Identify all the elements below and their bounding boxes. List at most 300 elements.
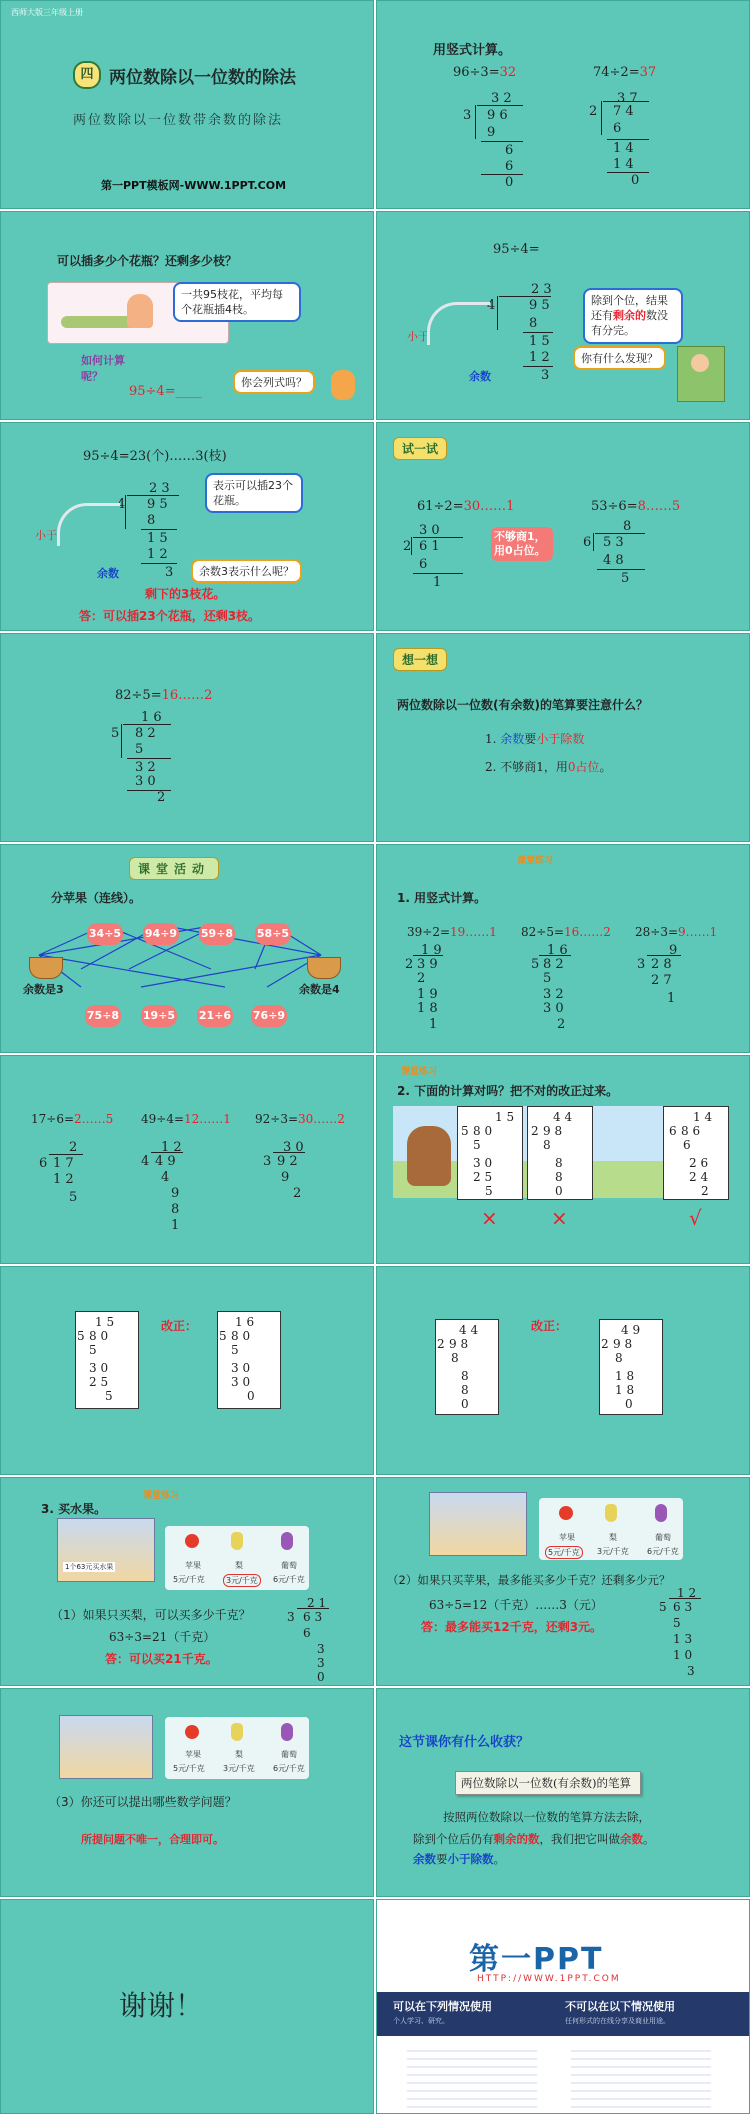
remainder: 0 <box>505 175 514 190</box>
answer-text: 答：可以插23个花瓶，还剩3枝。 <box>79 609 261 623</box>
slide-buy-fruit-2 <box>376 1477 750 1686</box>
apple-icon <box>559 1506 573 1520</box>
point-1: 1. 余数要小于除数 <box>485 732 585 746</box>
heading: 1. 用竖式计算。 <box>397 891 487 905</box>
rule <box>523 366 553 367</box>
fruit-price: 6元/千克 <box>647 1547 679 1556</box>
bracket-line <box>273 1152 305 1153</box>
quotient: 1 5 <box>95 1315 115 1329</box>
remainder: 0 <box>247 1389 255 1403</box>
basket-left-label: 余数是3 <box>23 983 64 996</box>
slide-title <box>0 0 374 209</box>
summary-line-2: 除到个位后仍有剩余的数，我们把它叫做余数。 <box>413 1832 655 1846</box>
step: 8 <box>543 1138 551 1152</box>
divisor: 5 <box>461 1124 469 1138</box>
bracket-side <box>593 533 594 551</box>
equation-2: 82÷5=16……2 <box>521 925 611 939</box>
fruit-name: 梨 <box>235 1750 243 1759</box>
step: 8 <box>615 1351 623 1365</box>
remainder-label: 余数 <box>469 370 491 383</box>
credits-links-left <box>407 2044 537 2108</box>
dividend: 1 7 <box>53 1156 74 1171</box>
step: 8 <box>461 1383 469 1397</box>
step: 1 8 <box>615 1383 635 1397</box>
quotient: 2 3 <box>531 282 552 297</box>
bracket-line <box>297 1608 329 1609</box>
bracket-line <box>127 495 179 496</box>
rule <box>127 758 171 759</box>
fruit-price: 6元/千克 <box>273 1764 305 1773</box>
equation: 95÷4=23(个)……3(枝) <box>83 449 227 464</box>
slide-thanks <box>0 1899 374 2114</box>
bracket-line <box>669 1598 701 1599</box>
apple-top-1[interactable]: 34÷5 <box>87 923 123 945</box>
remainder: 5 <box>69 1190 78 1205</box>
divisor: 2 <box>405 957 414 972</box>
section-tag: 试一试 <box>393 437 447 460</box>
quotient: 1 4 <box>693 1110 713 1124</box>
remainder: 0 <box>317 1670 325 1684</box>
can-use-note: 个人学习、研究。 <box>393 2017 449 2025</box>
step: 8 <box>451 1351 459 1365</box>
step: 3 <box>317 1656 325 1670</box>
quotient: 4 9 <box>621 1323 641 1337</box>
slide-summary <box>376 1688 750 1897</box>
dividend: 7 4 <box>613 104 634 119</box>
bracket-side <box>497 296 498 330</box>
bracket-line <box>603 101 649 102</box>
bracket-side <box>475 105 476 139</box>
dividend: 4 9 <box>155 1154 176 1169</box>
quotient: 3 7 <box>617 91 638 106</box>
divisor: 2 <box>601 1337 609 1351</box>
fruit-price: 3元/千克 <box>597 1547 629 1556</box>
step: 5 <box>673 1616 681 1630</box>
equation-2: 74÷2=37 <box>593 65 657 80</box>
apple-bottom-3[interactable]: 21÷6 <box>197 1005 233 1027</box>
step: 2 5 <box>473 1170 493 1184</box>
arrow-icon <box>57 503 120 546</box>
divisor: 4 <box>117 497 126 512</box>
shop-scene <box>57 1518 155 1582</box>
remainder: 5 <box>621 571 630 586</box>
apple-top-4[interactable]: 58÷5 <box>255 923 291 945</box>
problem-bubble: 一共95枝花，平均每个花瓶插4枝。 <box>173 282 301 322</box>
fruit-name: 葡萄 <box>281 1561 297 1570</box>
question: （1）如果只买梨，可以买多少千克？ <box>51 1608 251 1622</box>
bracket-line <box>413 537 463 538</box>
step: 3 0 <box>89 1361 109 1375</box>
step: 2 <box>417 971 426 986</box>
apple-icon <box>185 1725 199 1739</box>
step: 3 0 <box>473 1156 493 1170</box>
equation-1: 17÷6=2……5 <box>31 1112 114 1126</box>
dividend: 8 0 <box>89 1329 109 1343</box>
bracket-line <box>413 955 443 956</box>
bracket-line <box>123 724 171 725</box>
step: 6 <box>613 121 622 136</box>
dividend: 9 2 <box>277 1154 298 1169</box>
remainder: 0 <box>555 1184 563 1198</box>
step: 1 0 <box>673 1648 693 1662</box>
grape-icon <box>281 1723 293 1741</box>
less-than-label: 小于 <box>35 529 57 542</box>
bracket-line <box>49 1154 83 1155</box>
step: 8 <box>529 316 538 331</box>
divisor: 5 <box>659 1600 667 1614</box>
remainder: 2 <box>293 1186 302 1201</box>
quotient: 4 4 <box>459 1323 479 1337</box>
dividend: 3 9 <box>417 957 438 972</box>
summary-box-text: 两位数除以一位数(有余数)的笔算 <box>461 1776 631 1790</box>
step: 1 2 <box>53 1172 74 1187</box>
step: 6 <box>505 159 514 174</box>
divisor: 5 <box>77 1329 85 1343</box>
fruit-price: 5元/千克 <box>173 1764 205 1773</box>
slide-try <box>376 422 750 631</box>
quotient: 2 1 <box>307 1596 327 1610</box>
quotient: 1 5 <box>495 1110 515 1124</box>
pear-icon <box>605 1504 617 1522</box>
lesson-subtitle: 两位数除以一位数带余数的除法 <box>73 113 284 128</box>
quotient: 2 3 <box>149 481 170 496</box>
apple-bottom-2[interactable]: 19÷5 <box>141 1005 177 1027</box>
can-use-title: 可以在下列情况使用 <box>393 2000 492 2013</box>
divisor: 5 <box>219 1329 227 1343</box>
fruit-name: 苹果 <box>185 1750 201 1759</box>
dividend: 9 8 <box>449 1337 469 1351</box>
remainder: 0 <box>631 173 640 188</box>
dividend: 6 3 <box>303 1610 323 1624</box>
step: 9 <box>487 125 496 140</box>
remainder: 0 <box>461 1397 469 1411</box>
step: 8 <box>461 1369 469 1383</box>
apple-icon <box>185 1534 199 1548</box>
quotient: 3 2 <box>491 91 512 106</box>
meaning-bubble: 表示可以插23个花瓶。 <box>205 473 303 513</box>
section-tag: 课堂活动 <box>129 857 219 880</box>
fruit-name: 苹果 <box>559 1533 575 1542</box>
slide-apple-matching <box>0 844 374 1053</box>
step: 3 2 <box>135 760 156 775</box>
correction-label: 改正： <box>531 1319 568 1333</box>
credits-url: HTTP://WWW.1PPT.COM <box>477 1974 621 1984</box>
dividend: 8 0 <box>473 1124 493 1138</box>
heading: 这节课你有什么收获？ <box>399 1735 530 1750</box>
divisor: 6 <box>669 1124 677 1138</box>
step: 1 3 <box>673 1632 693 1646</box>
slide-vertical-calc <box>376 0 750 209</box>
divisor: 3 <box>463 108 472 123</box>
section-badge: 四 <box>73 61 101 89</box>
divisor: 2 <box>531 1124 539 1138</box>
remainder: 1 <box>667 991 676 1006</box>
bracket-line <box>499 296 551 297</box>
divisor: 4 <box>487 298 496 313</box>
fruit-name: 葡萄 <box>655 1533 671 1542</box>
quotient: 9 <box>669 943 678 958</box>
bracket-line <box>477 105 523 106</box>
dividend: 8 6 <box>681 1124 701 1138</box>
rule <box>597 569 645 570</box>
divisor: 6 <box>583 535 592 550</box>
series-header: 西师大版三年级上册 <box>11 8 83 17</box>
ask-bubble: 你会列式吗？ <box>233 370 315 394</box>
divisor: 2 <box>403 539 412 554</box>
mark-1: × <box>481 1206 498 1230</box>
step: 2 6 <box>689 1156 709 1170</box>
quotient: 3 0 <box>283 1140 304 1155</box>
step: 4 <box>161 1170 170 1185</box>
lesson-title: 两位数除以一位数的除法 <box>109 68 296 88</box>
hint-text: 如何计算呢？ <box>81 354 125 383</box>
remainder: 5 <box>485 1184 493 1198</box>
match-line <box>39 955 225 987</box>
step: 8 <box>171 1202 180 1217</box>
equation-3: 92÷3=30……2 <box>255 1112 345 1126</box>
bracket-side <box>601 101 602 135</box>
pear-icon <box>231 1723 243 1741</box>
mark-2: × <box>551 1206 568 1230</box>
remainder: 2 <box>557 1017 566 1032</box>
divisor: 3 <box>263 1154 272 1169</box>
basket-left-icon <box>29 957 63 979</box>
thanks-text: 谢谢！ <box>119 1989 204 2022</box>
step: 1 2 <box>147 547 168 562</box>
step: 5 <box>473 1138 481 1152</box>
quotient: 3 0 <box>419 523 440 538</box>
heading: 用竖式计算。 <box>433 43 512 58</box>
equation-1: 96÷3=32 <box>453 65 517 80</box>
step: 9 <box>281 1170 290 1185</box>
step: 5 <box>543 971 552 986</box>
dividend: 8 2 <box>135 726 156 741</box>
apple-top-2[interactable]: 94÷9 <box>143 923 179 945</box>
remainder: 3 <box>541 368 550 383</box>
quotient: 1 2 <box>161 1140 182 1155</box>
bracket-side <box>121 724 122 758</box>
quotient: 8 <box>623 519 632 534</box>
section-tag: 课堂练习 <box>517 856 554 866</box>
quotient: 1 6 <box>141 710 162 725</box>
remainder: 2 <box>701 1184 709 1198</box>
step: 5 <box>89 1343 97 1357</box>
grape-icon <box>281 1532 293 1550</box>
bracket-side <box>125 495 126 529</box>
equation: 82÷5=16……2 <box>115 688 213 703</box>
discovery-bubble: 除到个位，结果还有剩余的数没有分完。 <box>583 288 683 344</box>
rule <box>413 573 463 574</box>
slide-exercise-1b <box>0 1055 374 1264</box>
dividend: 9 6 <box>487 108 508 123</box>
note-text: 所提问题不唯一，合理即可。 <box>81 1833 224 1846</box>
heading: 2. 下面的计算对吗？把不对的改正过来。 <box>397 1084 619 1098</box>
remainder: 1 <box>171 1218 180 1233</box>
quotient: 1 6 <box>235 1315 255 1329</box>
question: 可以插多少个花瓶？还剩多少枝？ <box>57 254 238 268</box>
rule <box>481 141 523 142</box>
step: 8 <box>147 513 156 528</box>
dividend: 6 1 <box>419 539 440 554</box>
slide-exercise-2 <box>376 1055 750 1264</box>
fruit-name: 梨 <box>235 1561 243 1570</box>
slide-think <box>376 633 750 842</box>
credits-links-right <box>571 2044 711 2108</box>
dividend: 5 3 <box>603 535 624 550</box>
quotient: 1 2 <box>677 1586 697 1600</box>
step: 1 2 <box>529 350 550 365</box>
bracket-line <box>647 955 681 956</box>
quotient: 1 9 <box>421 943 442 958</box>
answer-text: 答：最多能买12千克，还剩3元。 <box>421 1620 603 1634</box>
pear-icon <box>231 1532 243 1550</box>
step: 1 8 <box>615 1369 635 1383</box>
credits-logo: 第一PPT <box>469 1942 604 1977</box>
rule <box>141 529 177 530</box>
basket-right-label: 余数是4 <box>299 983 340 996</box>
slide-82-div-5 <box>0 633 374 842</box>
fruit-name: 苹果 <box>185 1561 201 1570</box>
basket-right-icon <box>307 957 341 979</box>
fruit-price: 6元/千克 <box>273 1575 305 1584</box>
match-line <box>39 925 217 955</box>
section-tag: 想一想 <box>393 648 447 671</box>
fruit-price: 3元/千克 <box>223 1764 255 1773</box>
boy-face <box>691 354 709 372</box>
equation-2: 49÷4=12……1 <box>141 1112 231 1126</box>
step: 8 <box>555 1170 563 1184</box>
step: 2 4 <box>689 1170 709 1184</box>
slide-flower-answer <box>0 422 374 631</box>
divisor: 5 <box>531 957 540 972</box>
dividend: 9 8 <box>613 1337 633 1351</box>
rule <box>141 563 177 564</box>
matching-lines <box>1 845 374 1053</box>
dividend: 9 5 <box>529 298 550 313</box>
step: 3 0 <box>135 774 156 789</box>
divisor: 5 <box>111 726 120 741</box>
step: 3 <box>317 1642 325 1656</box>
bear-icon <box>407 1126 451 1186</box>
leftover-text: 剩下的3枝花。 <box>145 587 226 601</box>
bracket-line <box>595 533 645 534</box>
rule <box>481 174 523 175</box>
apple-bottom-4[interactable]: 76÷9 <box>251 1005 287 1027</box>
rule <box>127 790 171 791</box>
step: 9 <box>171 1186 180 1201</box>
shop-scene <box>59 1715 153 1779</box>
section-tag: 课堂练习 <box>143 1491 180 1501</box>
slide-correction-2 <box>376 1266 750 1475</box>
slide-credits <box>376 1899 750 2114</box>
slide-flower-problem <box>0 211 374 420</box>
rule <box>607 139 649 140</box>
apple-top-3[interactable]: 59÷8 <box>199 923 235 945</box>
remainder: 5 <box>105 1389 113 1403</box>
rule <box>607 172 649 173</box>
step: 5 <box>231 1343 239 1357</box>
step: 6 <box>505 143 514 158</box>
step: 1 5 <box>147 531 168 546</box>
step: 5 <box>135 742 144 757</box>
step: 2 5 <box>89 1375 109 1389</box>
step: 6 <box>303 1626 311 1640</box>
slide-buy-fruit-3 <box>0 1688 374 1897</box>
question: 两位数除以一位数(有余数)的笔算要注意什么？ <box>397 698 648 712</box>
bracket-side <box>411 537 412 555</box>
heading: 分苹果（连线）。 <box>51 891 142 905</box>
shop-scene <box>429 1492 527 1556</box>
answer-text: 答：可以买21千克。 <box>105 1652 218 1666</box>
step: 6 <box>419 557 428 572</box>
apple-bottom-1[interactable]: 75÷8 <box>85 1005 121 1027</box>
dividend: 2 8 <box>651 957 672 972</box>
equation: 95÷4=____ <box>129 384 202 399</box>
shop-sign: 1个63元买水果 <box>65 1563 114 1571</box>
quotient: 1 6 <box>547 943 568 958</box>
dividend: 8 0 <box>231 1329 251 1343</box>
bracket-line <box>151 1152 183 1153</box>
step: 3 2 <box>543 987 564 1002</box>
dividend: 8 2 <box>543 957 564 972</box>
grape-icon <box>655 1504 667 1522</box>
correction-label: 改正： <box>161 1319 198 1333</box>
slide-correction-1 <box>0 1266 374 1475</box>
fruit-price: 5元/千克 <box>545 1546 583 1559</box>
fruit-name: 葡萄 <box>281 1750 297 1759</box>
divisor: 2 <box>589 104 598 119</box>
remainder-label: 余数 <box>97 567 119 580</box>
ask-bubble: 余数3表示什么呢？ <box>191 559 302 583</box>
step: 3 0 <box>231 1361 251 1375</box>
remainder: 3 <box>165 565 174 580</box>
equation-3: 28÷3=9……1 <box>635 925 718 939</box>
ask-bubble: 你有什么发现？ <box>573 346 666 370</box>
dividend: 9 5 <box>147 497 168 512</box>
step: 2 7 <box>651 973 672 988</box>
divisor: 2 <box>437 1337 445 1351</box>
placeholder-note: 不够商1，用0占位。 <box>491 527 553 561</box>
equation-1: 39÷2=19……1 <box>407 925 497 939</box>
heading: 3. 买水果。 <box>41 1502 107 1516</box>
equation-1: 61÷2=30……1 <box>417 499 515 514</box>
point-2: 2. 不够商1，用0占位。 <box>485 760 612 774</box>
credit-text: 第一PPT模板网-WWW.1PPT.COM <box>101 179 287 192</box>
remainder: 3 <box>687 1664 695 1678</box>
divisor: 6 <box>39 1156 48 1171</box>
equation: 63÷5=12（千克）……3（元） <box>429 1598 603 1612</box>
cannot-use-title: 不可以在以下情况使用 <box>565 2000 675 2013</box>
summary-line-3: 余数要小于除数。 <box>413 1852 505 1866</box>
quotient: 2 <box>69 1140 78 1155</box>
step: 1 4 <box>613 157 634 172</box>
question: （3）你还可以提出哪些数学问题？ <box>49 1795 237 1809</box>
fruit-price: 3元/千克 <box>223 1574 261 1587</box>
fruit-price: 5元/千克 <box>173 1575 205 1584</box>
remainder: 1 <box>429 1017 438 1032</box>
slide-buy-fruit-1 <box>0 1477 374 1686</box>
divisor: 4 <box>141 1154 150 1169</box>
bracket-line <box>539 955 571 956</box>
remainder: 0 <box>625 1397 633 1411</box>
step: 3 0 <box>231 1375 251 1389</box>
slide-exercise-1 <box>376 844 750 1053</box>
step: 3 0 <box>543 1001 564 1016</box>
tiger-icon <box>331 370 355 400</box>
remainder: 2 <box>157 790 166 805</box>
step: 6 <box>683 1138 691 1152</box>
equation: 95÷4= <box>493 242 540 257</box>
